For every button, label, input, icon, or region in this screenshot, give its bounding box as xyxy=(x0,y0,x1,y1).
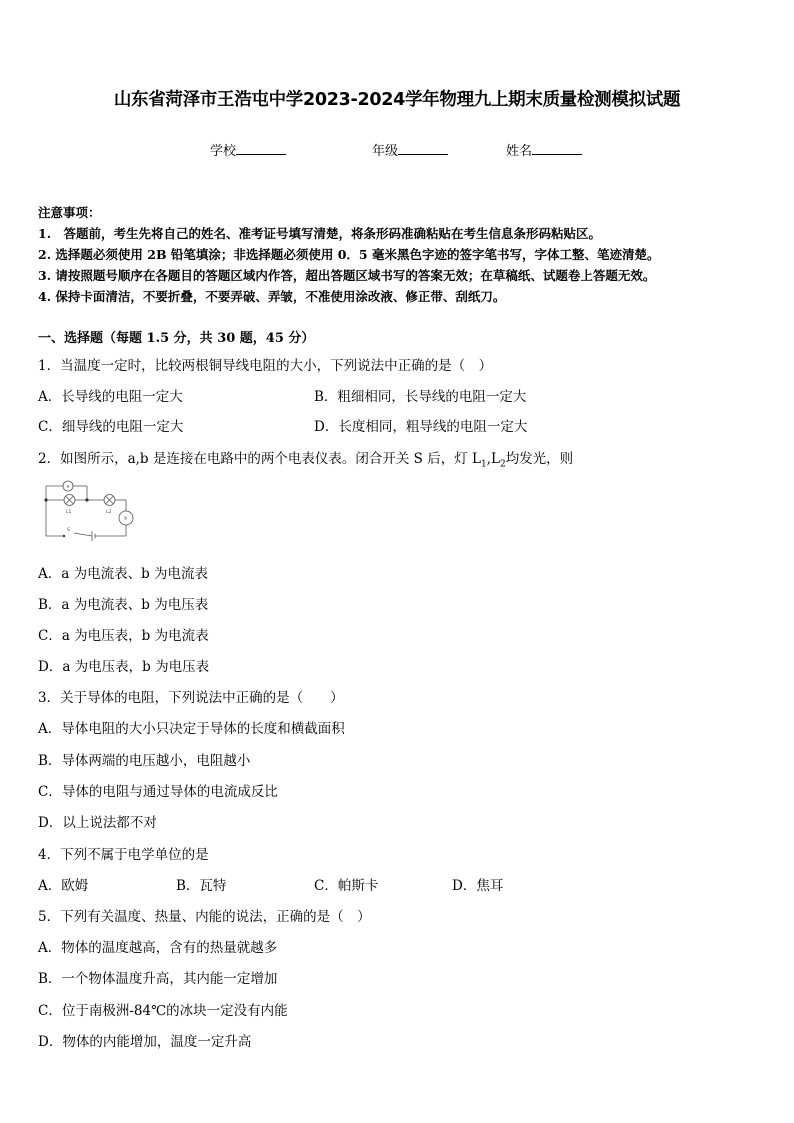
q2-option-c: C．a 为电压表，b 为电流表 xyxy=(38,628,209,644)
q3-stem: 3．关于导体的电阻，下列说法中正确的是（ ） xyxy=(38,690,344,706)
school-blank xyxy=(236,142,286,155)
name-field xyxy=(506,140,582,159)
q5-option-c: C．位于南极洲-84℃的冰块一定没有内能 xyxy=(38,1003,288,1019)
note-item: 4. 保持卡面清洁，不要折叠，不要弄破、弄皱，不准使用涂改液、修正带、刮纸刀。 xyxy=(38,289,506,304)
grade-label: 年级 xyxy=(372,144,399,159)
meter-a-label: a xyxy=(66,484,70,490)
name-label: 姓名 xyxy=(506,144,533,159)
q5-option-d: D．物体的内能增加，温度一定升高 xyxy=(38,1034,252,1050)
q1-stem: 1．当温度一定时，比较两根铜导线电阻的大小，下列说法中正确的是（ ） xyxy=(38,358,493,374)
q3-option-b: B．导体两端的电压越小，电阻越小 xyxy=(38,753,251,769)
q5-stem: 5．下列有关温度、热量、内能的说法，正确的是（ ） xyxy=(38,909,371,925)
q1-option-b: B．粗细相同，长导线的电阻一定大 xyxy=(314,389,527,405)
notes-heading: 注意事项： xyxy=(38,205,101,220)
q4-option-c: C．帕斯卡 xyxy=(314,878,379,894)
circuit-diagram xyxy=(40,478,140,546)
note-item: 1. 答题前，考生先将自己的姓名、准考证号填写清楚，将条形码准确粘贴在考生信息条形码粘贴区。 xyxy=(38,226,602,241)
note-item: 3. 请按照题号顺序在各题目的答题区域内作答，超出答题区域书写的答案无效；在草稿纸、试题卷上答题无效。 xyxy=(38,268,656,283)
lamp2-label: L2 xyxy=(106,510,112,515)
meter-b-label: b xyxy=(124,516,128,522)
q2-stem-prefix: 2．如图所示，a,b 是连接在电路中的两个电表仪表。闭合开关 S 后，灯 L xyxy=(38,451,481,467)
name-blank xyxy=(532,142,582,155)
q5-option-a: A．物体的温度越高，含有的热量就越多 xyxy=(38,940,278,956)
school-field xyxy=(210,140,286,159)
grade-blank xyxy=(398,142,448,155)
q2-sub2: 2 xyxy=(499,459,506,470)
q2-option-d: D．a 为电压表，b 为电压表 xyxy=(38,659,210,675)
q2-sub1: 1 xyxy=(480,459,487,470)
q4-option-b: B．瓦特 xyxy=(176,878,227,894)
q3-option-c: C．导体的电阻与通过导体的电流成反比 xyxy=(38,784,278,800)
q4-stem: 4．下列不属于电学单位的是 xyxy=(38,847,209,863)
q2-option-a: A．a 为电流表、b 为电流表 xyxy=(38,566,209,582)
q3-option-a: A．导体电阻的大小只决定于导体的长度和横截面积 xyxy=(38,721,345,737)
q2-option-b: B．a 为电流表、b 为电压表 xyxy=(38,597,209,613)
q1-option-a: A．长导线的电阻一定大 xyxy=(38,389,183,405)
lamp1-label: L1 xyxy=(66,510,72,515)
note-item: 2. 选择题必须使用 2B 铅笔填涂；非选择题必须使用 0．5 毫米黑色字迹的签字笔书写，字体工整、笔迹清楚。 xyxy=(38,247,660,262)
grade-field xyxy=(372,140,448,159)
q4-option-a: A．欧姆 xyxy=(38,878,89,894)
q1-option-c: C．细导线的电阻一定大 xyxy=(38,419,184,435)
exam-title: 山东省菏泽市王浩屯中学2023-2024学年物理九上期末质量检测模拟试题 xyxy=(113,90,681,110)
section-title: 一、选择题（每题 1.5 分，共 30 题，45 分） xyxy=(38,331,315,346)
q3-option-d: D．以上说法都不对 xyxy=(38,815,157,831)
q2-stem xyxy=(38,447,573,470)
q4-option-d: D．焦耳 xyxy=(452,878,504,894)
q2-stem-mid: ,L xyxy=(486,451,500,467)
q5-option-b: B．一个物体温度升高，其内能一定增加 xyxy=(38,971,278,987)
q1-option-d: D．长度相同，粗导线的电阻一定大 xyxy=(314,419,528,435)
q2-stem-suffix: 均发光，则 xyxy=(505,451,574,467)
switch-label: S xyxy=(67,528,70,533)
school-label: 学校 xyxy=(210,144,237,159)
